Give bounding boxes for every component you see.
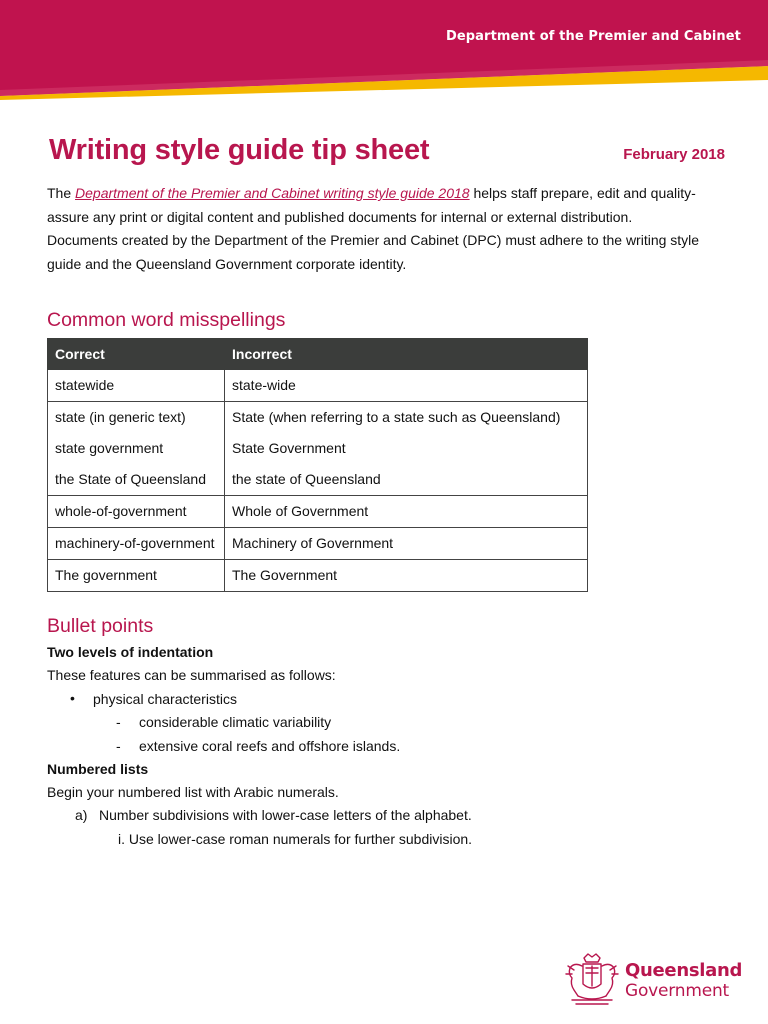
table-row — [48, 370, 588, 402]
page-title: Writing style guide tip sheet — [49, 134, 430, 166]
cell-text: state government — [55, 440, 164, 456]
cell-incorrect — [225, 496, 588, 528]
bullet-level-2: considerable climatic variability — [139, 714, 332, 730]
misspellings-heading: Common word misspellings — [47, 309, 286, 331]
cell-correct — [48, 528, 225, 560]
cell-text: State (when referring to a state such as Queensland) — [232, 409, 561, 425]
cell-text: state (in generic text) — [55, 409, 186, 425]
intro-paragraph-2: Documents created by the Department of the Premier and Cabinet (DPC) must adhere to the writing style guide and the Queensland Government corporate identity. — [47, 232, 700, 272]
cell-incorrect — [225, 370, 588, 402]
cell-text: state-wide — [232, 377, 296, 393]
cell-text: The government — [55, 567, 157, 583]
misspellings-table — [47, 338, 588, 592]
logo-line-2: Government — [625, 981, 730, 1001]
bullets-lead: These features can be summarised as follows: — [47, 667, 336, 683]
cell-text: the state of Queensland — [232, 471, 381, 487]
cell-incorrect — [225, 402, 588, 496]
bullet-marker: • — [70, 690, 75, 706]
table-header-row — [48, 339, 588, 370]
publication-date: February 2018 — [623, 146, 725, 163]
table-row — [48, 560, 588, 592]
bullets-subheading: Two levels of indentation — [47, 644, 214, 660]
numbered-marker-a: a) — [75, 807, 88, 823]
dash-marker: - — [116, 714, 121, 730]
cell-text: State Government — [232, 440, 346, 456]
numbered-subheading: Numbered lists — [47, 761, 149, 777]
header-band — [0, 0, 768, 100]
intro-text — [47, 182, 707, 276]
numbered-item-i: i. Use lower-case roman numerals for further subdivision. — [118, 831, 473, 847]
cell-text: machinery-of-government — [55, 535, 215, 551]
cell-text: Machinery of Government — [232, 535, 394, 551]
intro-prefix: The — [47, 185, 76, 201]
column-header-correct: Correct — [48, 339, 225, 370]
cell-incorrect — [225, 560, 588, 592]
bullet-level-2: extensive coral reefs and offshore islands. — [139, 738, 401, 754]
table-row — [48, 496, 588, 528]
numbered-lead: Begin your numbered list with Arabic numerals. — [47, 784, 339, 800]
bullet-level-1: physical characteristics — [93, 691, 237, 707]
cell-correct — [48, 560, 225, 592]
cell-text: Whole of Government — [232, 503, 369, 519]
cell-text: the State of Queensland — [55, 471, 206, 487]
header-graphic — [0, 0, 768, 100]
cell-text: whole-of-government — [55, 503, 187, 519]
cell-correct — [48, 496, 225, 528]
logo-line-1: Queensland — [625, 960, 743, 981]
column-header-incorrect: Incorrect — [225, 339, 588, 370]
cell-text: The Government — [232, 567, 338, 583]
cell-text: statewide — [55, 377, 115, 393]
bullets-heading: Bullet points — [47, 615, 154, 637]
table-row — [48, 528, 588, 560]
table-row — [48, 402, 588, 496]
department-name: Department of the Premier and Cabinet — [445, 29, 741, 44]
queensland-government-logo — [562, 952, 743, 1008]
dash-marker: - — [116, 738, 121, 754]
style-guide-link[interactable]: Department of the Premier and Cabinet writing style guide 2018 — [75, 185, 470, 201]
cell-correct — [48, 370, 225, 402]
cell-incorrect — [225, 528, 588, 560]
numbered-item-a: Number subdivisions with lower-case letters of the alphabet. — [99, 807, 472, 823]
intro-suffix: helps staff prepare, edit and quality-assure any print or digital content and published documents for internal or external distribution. — [47, 185, 696, 225]
intro-paragraph-1 — [47, 182, 707, 229]
cell-correct — [48, 402, 225, 496]
queensland-coat-of-arms-icon — [562, 952, 622, 1006]
